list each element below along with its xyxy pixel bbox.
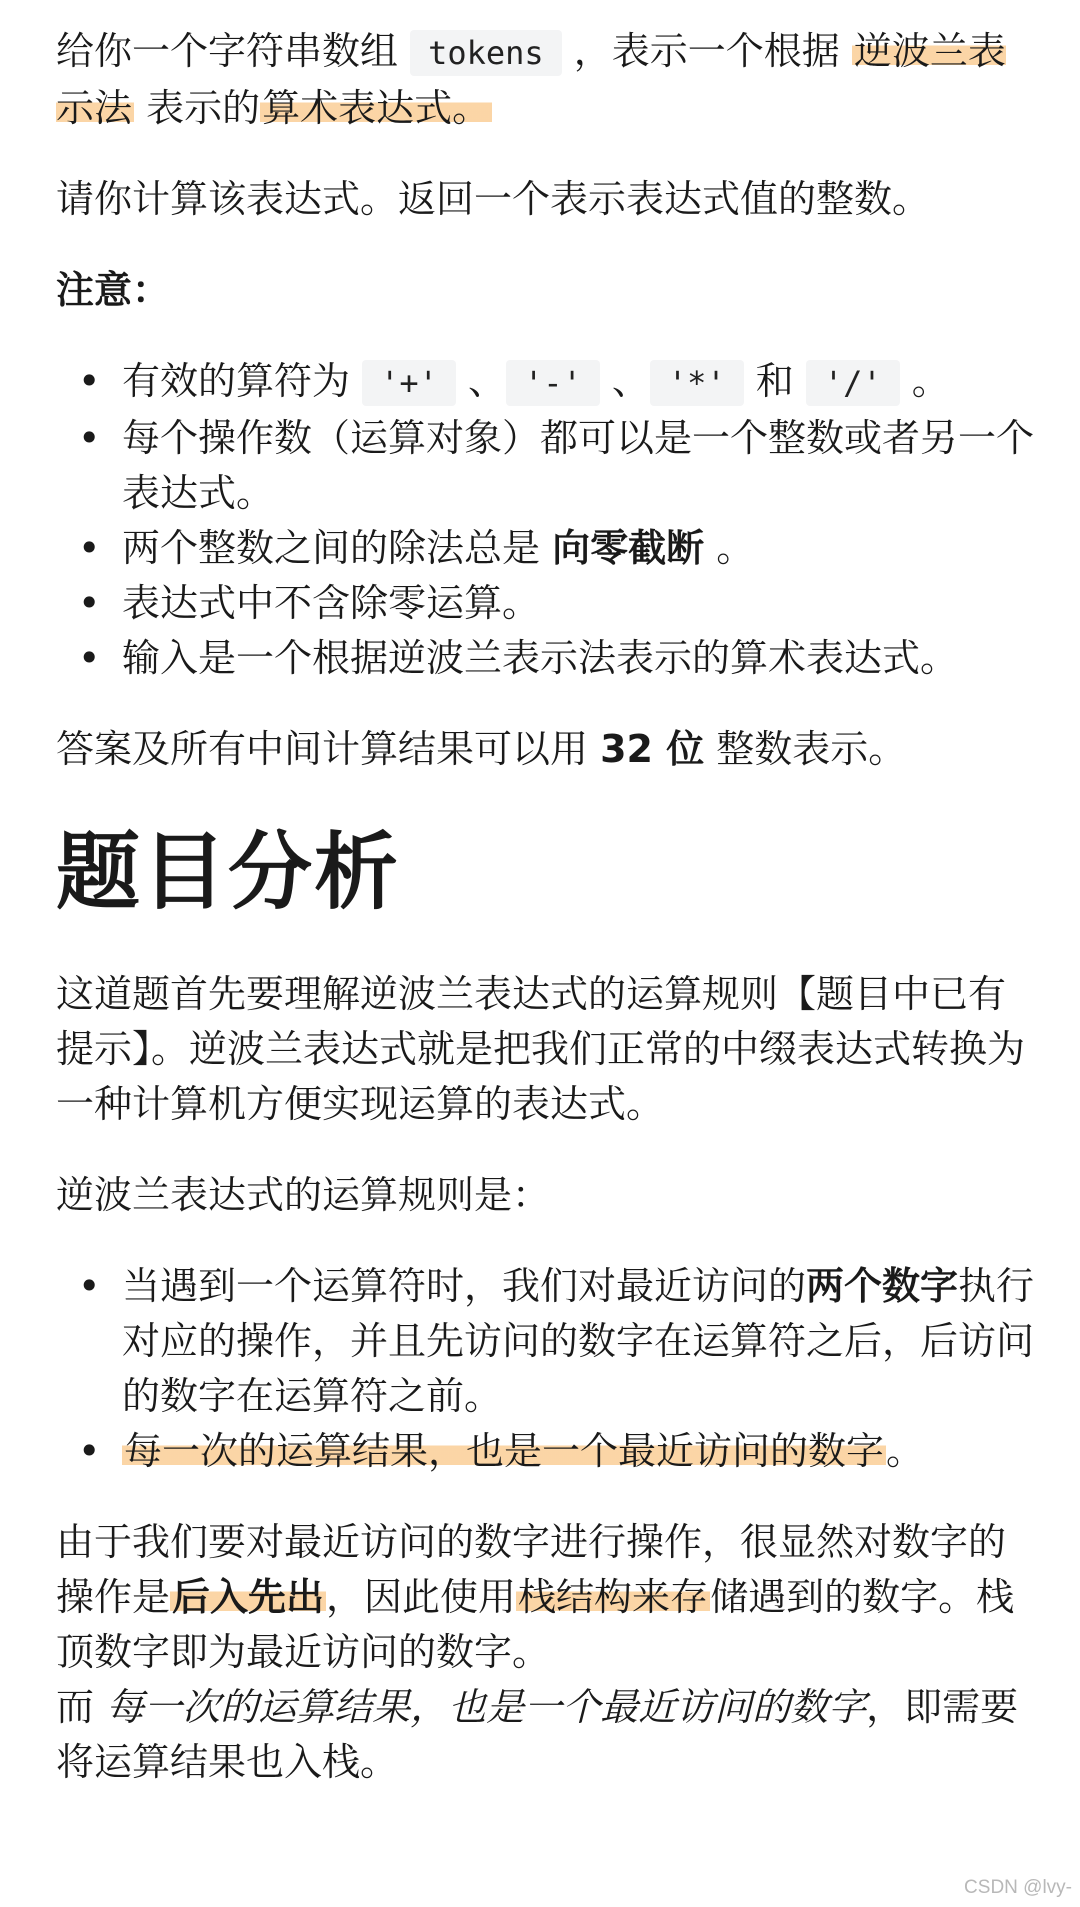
highlight-rpn: 逆波兰表示法 bbox=[56, 29, 1006, 130]
bold-text: 向零截断 bbox=[552, 526, 705, 570]
italic-text: 每一次的运算结果，也是一个最近访问的数字 bbox=[106, 1685, 867, 1729]
rules-intro: 逆波兰表达式的运算规则是： bbox=[56, 1173, 551, 1217]
para-text: 答案及所有中间计算结果可以用 bbox=[56, 727, 601, 771]
item-text: 有效的算符为 bbox=[122, 359, 363, 403]
intro-text: ，表示一个根据 bbox=[561, 29, 852, 73]
intro-text: 表示的 bbox=[134, 86, 261, 130]
rules-list bbox=[56, 1259, 1036, 1479]
item-text: 。 bbox=[704, 526, 755, 570]
list-item bbox=[56, 521, 1036, 576]
para-text: ，因此使用 bbox=[326, 1575, 517, 1619]
watermark: CSDN @lvy- bbox=[964, 1877, 1072, 1898]
item-text: 和 bbox=[743, 359, 806, 403]
section-heading: 题目分析 bbox=[56, 823, 401, 921]
bullet-icon: • bbox=[78, 636, 101, 680]
problem-intro bbox=[56, 24, 1036, 136]
list-item bbox=[56, 576, 1036, 631]
list-item bbox=[56, 1424, 1036, 1479]
constraint-list bbox=[56, 354, 1036, 686]
highlight-result: 每一次的运算结果，也是一个最近访问的数字 bbox=[124, 1429, 885, 1473]
para-text: ，即需要将运算结果也入栈。 bbox=[56, 1685, 1019, 1784]
bullet-icon: • bbox=[78, 1264, 101, 1308]
highlight-stack: 栈结构来存 bbox=[518, 1575, 709, 1619]
list-item bbox=[56, 411, 1036, 521]
highlight-lifo: 后入先出 bbox=[172, 1575, 325, 1619]
bullet-icon: • bbox=[78, 416, 101, 460]
para-text: 整数表示。 bbox=[704, 727, 907, 771]
bullet-icon: • bbox=[78, 581, 101, 625]
problem-task: 请你计算该表达式。返回一个表示表达式值的整数。 bbox=[56, 177, 931, 221]
list-item bbox=[56, 354, 1036, 411]
para-text: 储遇到的数字。栈顶数字即为最近访问的数字。 bbox=[56, 1575, 1015, 1674]
bullet-icon: • bbox=[78, 359, 101, 403]
item-text: 、 bbox=[599, 359, 650, 403]
item-text: 。 bbox=[886, 1429, 925, 1473]
item-text: 执行对应的操作，并且先访问的数字在运算符之后，后访问的数字在运算符之前。 bbox=[122, 1264, 1035, 1418]
item-text: 、 bbox=[455, 359, 506, 403]
inline-code: '*' bbox=[650, 360, 744, 406]
item-text: 输入是一个根据逆波兰表示法表示的算术表达式。 bbox=[122, 636, 959, 680]
item-text: 每个操作数（运算对象）都可以是一个整数或者另一个表达式。 bbox=[122, 416, 1035, 515]
push-result bbox=[56, 1680, 1036, 1790]
list-item bbox=[56, 631, 1036, 686]
article-content bbox=[56, 24, 1036, 1790]
constraint-32bit bbox=[56, 722, 1036, 777]
inline-code: '/' bbox=[806, 360, 900, 406]
intro-text: 给你一个字符串数组 bbox=[56, 29, 411, 73]
item-text: 表达式中不含除零运算。 bbox=[122, 581, 541, 625]
note-label-text: 注意： bbox=[56, 268, 171, 312]
stack-explanation bbox=[56, 1515, 1036, 1680]
inline-code: '+' bbox=[362, 360, 456, 406]
bullet-icon: • bbox=[78, 526, 101, 570]
bullet-icon: • bbox=[78, 1429, 101, 1473]
para-text: 由于我们要对最近访问的数字进行操作，很显然对数字的操作是 bbox=[56, 1520, 1007, 1619]
highlight-arith-expr: 算术表达式。 bbox=[262, 86, 491, 130]
note-label bbox=[56, 263, 1036, 318]
bold-text: 两个数字 bbox=[806, 1264, 959, 1308]
list-item bbox=[56, 1259, 1036, 1424]
analysis-intro: 这道题首先要理解逆波兰表达式的运算规则【题目中已有提示】。逆波兰表达式就是把我们正常的中缀表达式转换为一种计算机方便实现运算的表达式。 bbox=[56, 972, 1026, 1126]
item-text: 当遇到一个运算符时，我们对最近访问的 bbox=[122, 1264, 807, 1308]
inline-code: '-' bbox=[506, 360, 600, 406]
item-text: 。 bbox=[899, 359, 950, 403]
inline-code: tokens bbox=[410, 30, 562, 76]
bold-text: 32 位 bbox=[600, 727, 705, 771]
item-text: 两个整数之间的除法总是 bbox=[122, 526, 553, 570]
para-text: 而 bbox=[56, 1685, 107, 1729]
